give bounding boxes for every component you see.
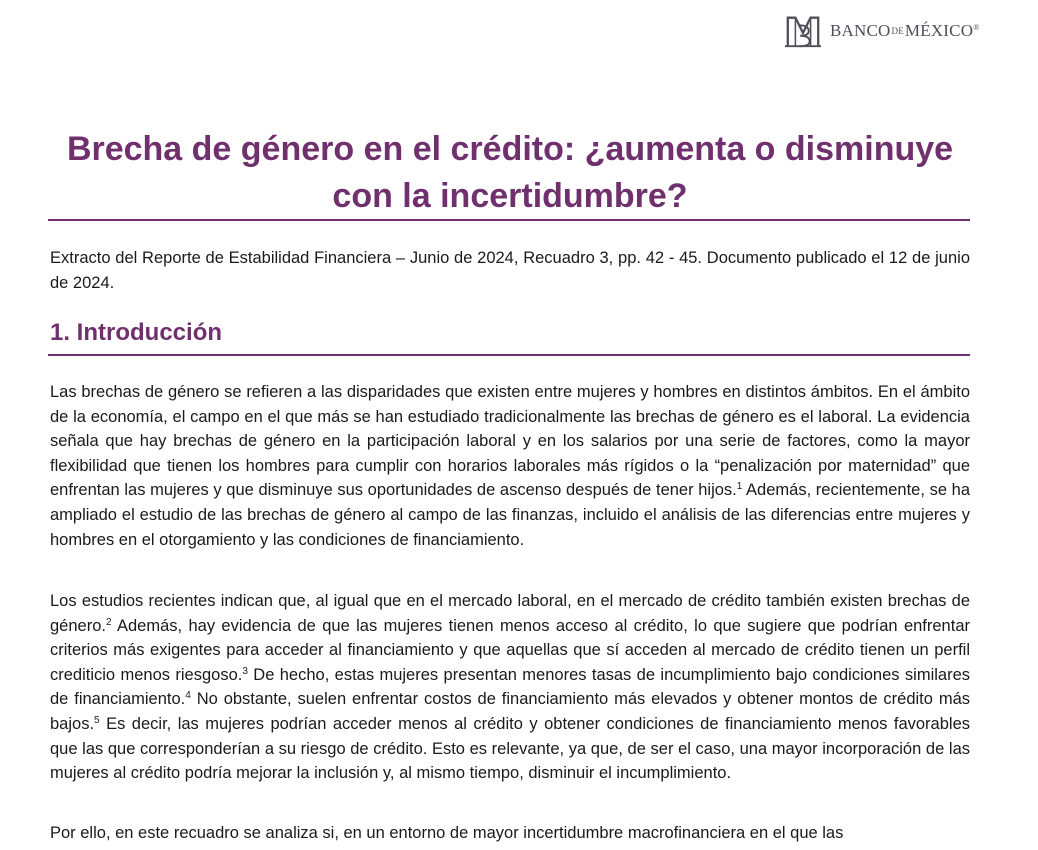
paragraph-3: Por ello, en este recuadro se analiza si, en un entorno de mayor incertidumbre macrofinanciera en el que las bbox=[50, 824, 844, 842]
footnote-ref-3[interactable]: 3 bbox=[242, 665, 248, 677]
logo-wordmark bbox=[830, 21, 979, 41]
logo-registered: ® bbox=[973, 23, 980, 32]
section-divider bbox=[48, 354, 970, 356]
paragraph-2-text-e: Es decir, las mujeres podrían acceder menos al crédito y obtener condiciones de financiamiento menos favorables que las que corresponderían a su riesgo de crédito. Esto es relevante, ya que, de ser el caso, una mayor incorporación de las mujeres al crédito podría mejorar la inclusión y, al mismo tiempo, disminuir el incumplimiento. bbox=[50, 714, 970, 783]
paragraph-2-text-c: De hecho, estas mujeres presentan menores tasas de incumplimiento bajo condiciones similares de financiamiento. bbox=[50, 665, 970, 709]
footnote-ref-1[interactable]: 1 bbox=[736, 481, 743, 493]
paragraph-2-text-a: Los estudios recientes indican que, al igual que en el mercado laboral, en el mercado de crédito también existen brechas de género. bbox=[50, 592, 970, 635]
footnote-ref-2[interactable]: 2 bbox=[105, 616, 112, 628]
paragraph-2-text-d: No obstante, suelen enfrentar costos de financiamiento más elevados y obtener montos de crédito más bajos. bbox=[50, 690, 971, 733]
document-title: Brecha de género en el crédito: ¿aumenta o disminuye con la incertidumbre? bbox=[66, 130, 954, 215]
footnote-ref-5[interactable]: 5 bbox=[94, 714, 100, 726]
section-title-introduccion: 1. Introducción bbox=[50, 319, 223, 346]
footnote-ref-4[interactable]: 4 bbox=[185, 690, 191, 702]
paragraph-2-text-b: Además, hay evidencia de que las mujeres tienen menos acceso al crédito, lo que sugiere que podrían enfrentar criterios más exigentes para acceder al financiamiento y que aquellas que sí acceden al mercado de crédito tienen un perfil crediticio menos riesgoso. bbox=[50, 616, 970, 684]
logo-de: DE bbox=[891, 26, 904, 36]
extract-note: Extracto del Reporte de Estabilidad Financiera – Junio de 2024, Recuadro 3, pp. 42 - 45. Documento publicado el 12 de junio de 2024. bbox=[50, 249, 970, 292]
paragraph-1 bbox=[50, 380, 970, 552]
paragraph-2 bbox=[50, 589, 970, 786]
logo-banco: BANCO bbox=[830, 21, 891, 40]
logo-mexico: MÉXICO bbox=[904, 21, 974, 40]
banco-de-mexico-logo-icon bbox=[784, 12, 822, 50]
paragraph-1-text-a: Las brechas de género se refieren a las disparidades que existen entre mujeres y hombres en distintos ámbitos. En el ámbito de la economía, el campo en el que más se han estudiado tradicionalmente las brechas de género es el laboral. La evidencia señala que hay brechas de género en la participación laboral y en los salarios por una serie de factores, como la mayor flexibilidad que tienen los hombres para cumplir con horarios laborales más rígidos o la “penalización por maternidad” que enfrentan las mujeres y que disminuye sus oportunidades de ascenso después de tener hijos. bbox=[50, 383, 970, 500]
title-divider bbox=[48, 219, 970, 221]
header-logo bbox=[784, 12, 979, 50]
paragraph-1-text-b: Además, recientemente, se ha ampliado el estudio de las brechas de género al campo de las finanzas, incluido el análisis de las diferencias entre mujeres y hombres en el otorgamiento y las condiciones de financiamiento. bbox=[50, 481, 970, 549]
